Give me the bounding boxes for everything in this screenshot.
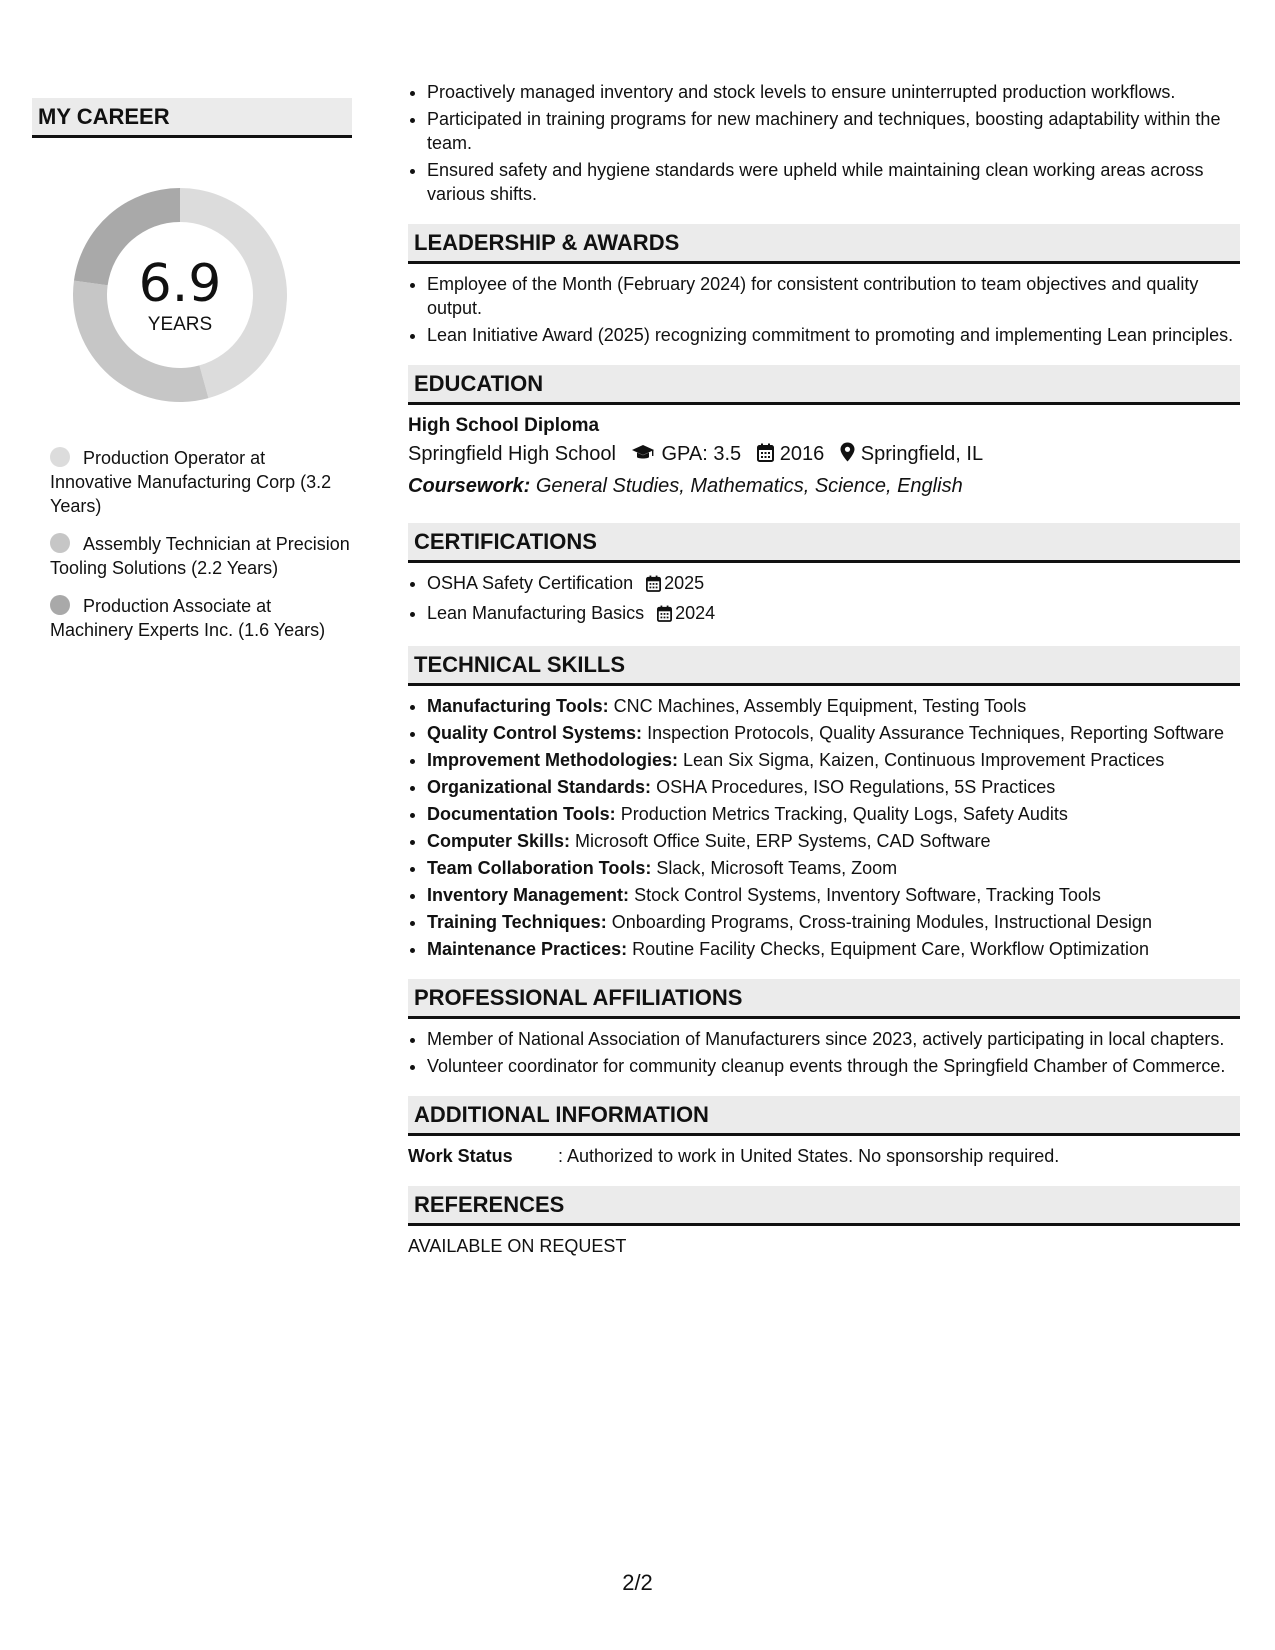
additional-info-heading: ADDITIONAL INFORMATION [408,1096,1240,1136]
map-pin-icon [840,441,855,471]
skill-item [427,937,1240,961]
list-item [427,571,1240,598]
skill-item [427,748,1240,772]
skill-value: CNC Machines, Assembly Equipment, Testing Tools [613,696,1027,716]
list-item [427,601,1240,628]
education-details [408,439,1240,471]
certifications-list [408,571,1240,628]
education-coursework [408,471,1240,501]
calendar-icon [646,574,661,598]
legend-dot [50,447,70,467]
total-years-unit: YEARS [147,314,213,335]
legend-label: Assembly Technician at Precision Tooling Solutions (2.2 Years) [50,534,350,578]
work-status-row [408,1144,1240,1168]
list-item: • Proactively managed inventory and stock levels to ensure uninterrupted production workflows. [427,80,1240,104]
list-item: • Lean Initiative Award (2025) recognizing commitment to promoting and implementing Lean principles. [427,323,1240,347]
education-location: Springfield, IL [860,443,984,465]
list-item: • Volunteer coordinator for community cleanup events through the Springfield Chamber of Commerce. [427,1054,1240,1078]
total-years-value: 6.9 [138,254,222,314]
legend-label: Production Operator at Innovative Manufacturing Corp (3.2 Years) [50,448,332,516]
skill-value: Onboarding Programs, Cross-training Modules, Instructional Design [611,912,1152,932]
education-heading: EDUCATION [408,365,1240,405]
skill-label: Maintenance Practices: [427,939,628,959]
skills-heading: TECHNICAL SKILLS [408,646,1240,686]
affiliations-list [408,1027,1240,1078]
page-number: 2/2 [622,1570,653,1595]
skill-label: Manufacturing Tools: [427,696,609,716]
legend-item [50,594,352,642]
education-school: Springfield High School [408,443,616,465]
legend-item [50,446,352,518]
skill-value: Microsoft Office Suite, ERP Systems, CAD Software [575,831,991,851]
calendar-icon [757,441,774,471]
skill-value: Routine Facility Checks, Equipment Care, Workflow Optimization [632,939,1149,959]
list-item: • Participated in training programs for new machinery and techniques, boosting adaptability within the team. [427,107,1240,155]
skill-item [427,910,1240,934]
education-gpa: GPA: 3.5 [661,443,742,465]
skill-label: Computer Skills: [427,831,571,851]
career-sidebar [32,98,352,656]
skill-item [427,802,1240,826]
coursework-value: General Studies, Mathematics, Science, English [535,475,963,497]
legend-dot [50,533,70,553]
skill-label: Inventory Management: [427,885,630,905]
career-donut-chart [65,180,295,410]
skill-label: Improvement Methodologies: [427,750,679,770]
career-legend [32,446,352,642]
skill-item [427,829,1240,853]
work-status-label: Work Status [408,1146,513,1166]
donut-center-label [65,180,295,410]
skill-item [427,856,1240,880]
education-degree: High School Diploma [408,415,600,436]
list-item: • Member of National Association of Manufacturers since 2023, actively participating in local chapters. [427,1027,1240,1051]
skill-label: Team Collaboration Tools: [427,858,652,878]
legend-label: Production Associate at Machinery Experts Inc. (1.6 Years) [50,596,326,640]
certification-name: OSHA Safety Certification [427,573,634,593]
certification-year: 2024 [675,603,716,623]
career-heading: MY CAREER [32,98,352,138]
skill-item [427,883,1240,907]
list-item: • Ensured safety and hygiene standards were upheld while maintaining clean working areas across various shifts. [427,158,1240,206]
skill-item [427,721,1240,745]
skill-value: Slack, Microsoft Teams, Zoom [656,858,898,878]
skill-label: Training Techniques: [427,912,607,932]
skill-value: Stock Control Systems, Inventory Software, Tracking Tools [634,885,1101,905]
skill-value: Production Metrics Tracking, Quality Logs, Safety Audits [620,804,1068,824]
skill-label: Organizational Standards: [427,777,652,797]
skill-label: Documentation Tools: [427,804,616,824]
skills-list [408,694,1240,961]
certification-year: 2025 [664,573,705,593]
references-text: AVAILABLE ON REQUEST [408,1236,627,1256]
skill-label: Quality Control Systems: [427,723,643,743]
legend-item [50,532,352,580]
certifications-heading: CERTIFICATIONS [408,523,1240,563]
affiliations-heading: PROFESSIONAL AFFILIATIONS [408,979,1240,1019]
certification-name: Lean Manufacturing Basics [427,603,645,623]
work-status-value: : Authorized to work in United States. No sponsorship required. [558,1146,1060,1166]
skill-value: Inspection Protocols, Quality Assurance Techniques, Reporting Software [647,723,1225,743]
references-heading: REFERENCES [408,1186,1240,1226]
graduation-cap-icon [631,441,655,471]
education-year: 2016 [779,443,825,465]
experience-bullets [408,80,1240,206]
skill-value: OSHA Procedures, ISO Regulations, 5S Practices [656,777,1056,797]
skill-item [427,775,1240,799]
leadership-list [408,272,1240,347]
leadership-heading: LEADERSHIP & AWARDS [408,224,1240,264]
resume-main-column [408,80,1240,1258]
legend-dot [50,595,70,615]
list-item: • Employee of the Month (February 2024) for consistent contribution to team objectives and quality output. [427,272,1240,320]
coursework-label: Coursework: [408,475,531,497]
calendar-icon [657,604,672,628]
skill-item [427,694,1240,718]
skill-value: Lean Six Sigma, Kaizen, Continuous Improvement Practices [683,750,1165,770]
